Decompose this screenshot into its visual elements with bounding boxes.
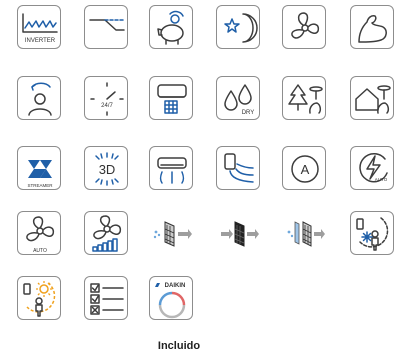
daikin-app-icon [149, 276, 193, 320]
filter-blue-icon [282, 211, 326, 255]
3d-label: 3D [98, 162, 116, 177]
fan-icon [282, 5, 326, 49]
streamer-label: STREAMER [27, 183, 53, 188]
fan-speed-icon [84, 211, 128, 255]
auto-mode-label: A [300, 162, 310, 177]
temperature-curve-icon [84, 5, 128, 49]
streamer-icon [17, 146, 61, 190]
auto-fan-label: AUTO [33, 248, 47, 254]
auto-mode-icon [282, 146, 326, 190]
always-on-label: 24/7 [101, 103, 113, 109]
inverter-icon [17, 5, 61, 49]
filter-dust-icon [149, 211, 193, 255]
home-purify-icon [350, 76, 394, 120]
inverter-label: INVERTER [24, 38, 56, 44]
timer-24-7-icon [84, 76, 128, 120]
vertical-airflow-icon [149, 146, 193, 190]
powerful-icon [350, 5, 394, 49]
presence-cool-icon [350, 211, 394, 255]
swing-person-icon [17, 76, 61, 120]
presence-heat-icon [17, 276, 61, 320]
corner-airflow-icon [216, 146, 260, 190]
auto-fan-icon [17, 211, 61, 255]
filter-deodorize-icon [216, 211, 260, 255]
auto-power-label: AUTO [374, 177, 388, 182]
checklist-icon [84, 276, 128, 320]
auto-power-icon [350, 146, 394, 190]
included-caption: Incluido [157, 340, 201, 352]
brand-label: DAIKIN [164, 283, 186, 289]
savings-piggy-icon [149, 5, 193, 49]
dry-mode-icon [216, 76, 260, 120]
air-purify-tree-icon [282, 76, 326, 120]
3d-airflow-icon [84, 146, 128, 190]
night-mode-icon [216, 5, 260, 49]
dry-label: DRY [241, 110, 255, 116]
filter-unit-icon [149, 76, 193, 120]
